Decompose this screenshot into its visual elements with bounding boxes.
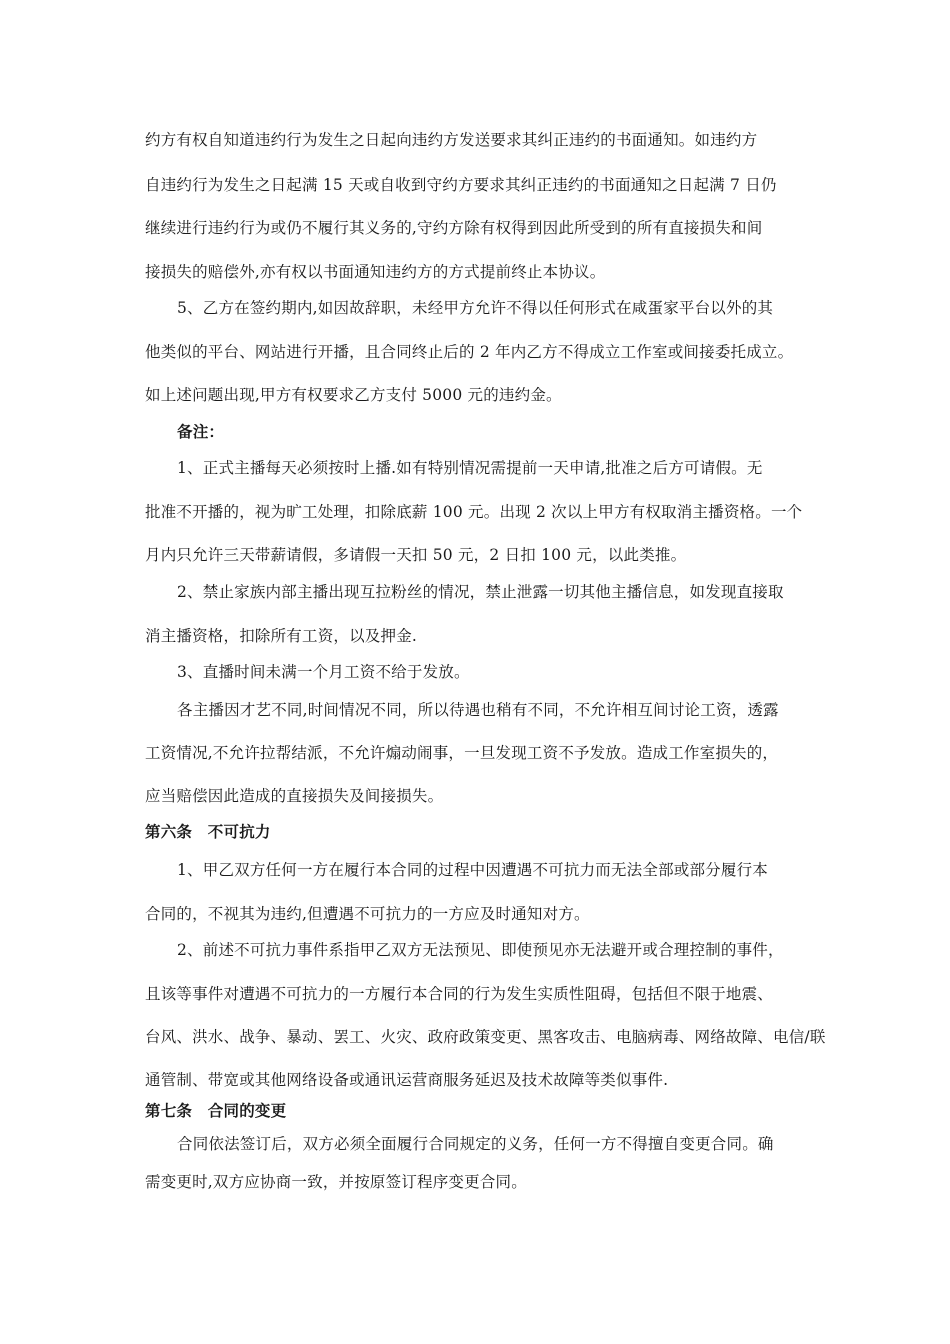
text-line: 1、甲乙双方任何一方在履行本合同的过程中因遭遇不可抗力而无法全部或部分履行本	[177, 861, 768, 879]
text-line: 自违约行为发生之日起满 15 天或自收到守约方要求其纠正违约的书面通知之日起满 7 日仍	[145, 176, 777, 194]
text-line: 合同的，不视其为违约,但遭遇不可抗力的一方应及时通知对方。	[145, 905, 590, 923]
text-line: 通管制、带宽或其他网络设备或通讯运营商服务延迟及技术故障等类似事件.	[145, 1071, 669, 1089]
text-line: 1、正式主播每天必须按时上播.如有特别情况需提前一天申请,批准之后方可请假。无	[177, 459, 763, 477]
text-line: 批准不开播的，视为旷工处理，扣除底薪 100 元。出现 2 次以上甲方有权取消主播资格。一个	[145, 503, 803, 521]
text-line: 消主播资格，扣除所有工资，以及押金.	[145, 627, 418, 645]
text-line: 各主播因才艺不同,时间情况不同，所以待遇也稍有不同，不允许相互间讨论工资，透露	[177, 701, 779, 719]
text-line: 台风、洪水、战争、暴动、罢工、火灾、政府政策变更、黑客攻击、电脑病毒、网络故障、电信/联	[145, 1028, 826, 1046]
text-line: 工资情况,不允许拉帮结派，不允许煽动闹事，一旦发现工资不予发放。造成工作室损失的，	[145, 744, 779, 762]
text-line: 如上述问题出现,甲方有权要求乙方支付 5000 元的违约金。	[145, 386, 562, 404]
article-seven-heading: 第七条 合同的变更	[145, 1102, 287, 1120]
text-line: 他类似的平台、网站进行开播，且合同终止后的 2 年内乙方不得成立工作室或间接委托成立。	[145, 343, 794, 361]
text-line: 继续进行违约行为或仍不履行其义务的,守约方除有权得到因此所受到的所有直接损失和间	[145, 219, 763, 237]
text-line: 2、禁止家族内部主播出现互拉粉丝的情况，禁止泄露一切其他主播信息，如发现直接取	[177, 583, 784, 601]
text-line: 应当赔偿因此造成的直接损失及间接损失。	[145, 787, 444, 805]
text-line: 需变更时,双方应协商一致，并按原签订程序变更合同。	[145, 1173, 527, 1191]
text-line: 接损失的赔偿外,亦有权以书面通知违约方的方式提前终止本协议。	[145, 263, 606, 281]
text-line: 合同依法签订后，双方必须全面履行合同规定的义务，任何一方不得擅自变更合同。确	[177, 1135, 774, 1153]
text-line: 3、直播时间未满一个月工资不给于发放。	[177, 663, 470, 681]
text-line: 约方有权自知道违约行为发生之日起向违约方发送要求其纠正违约的书面通知。如违约方	[145, 131, 758, 149]
text-line: 且该等事件对遭遇不可抗力的一方履行本合同的行为发生实质性阻碍，包括但不限于地震、	[145, 985, 774, 1003]
text-line: 2、前述不可抗力事件系指甲乙双方无法预见、即使预见亦无法避开或合理控制的事件，	[177, 941, 784, 959]
remarks-heading: 备注：	[177, 423, 225, 441]
article-six-heading: 第六条 不可抗力	[145, 823, 271, 841]
text-line: 5、乙方在签约期内,如因故辞职，未经甲方允许不得以任何形式在咸蛋家平台以外的其	[177, 299, 774, 317]
text-line: 月内只允许三天带薪请假，多请假一天扣 50 元，2 日扣 100 元，以此类推。	[145, 546, 687, 564]
